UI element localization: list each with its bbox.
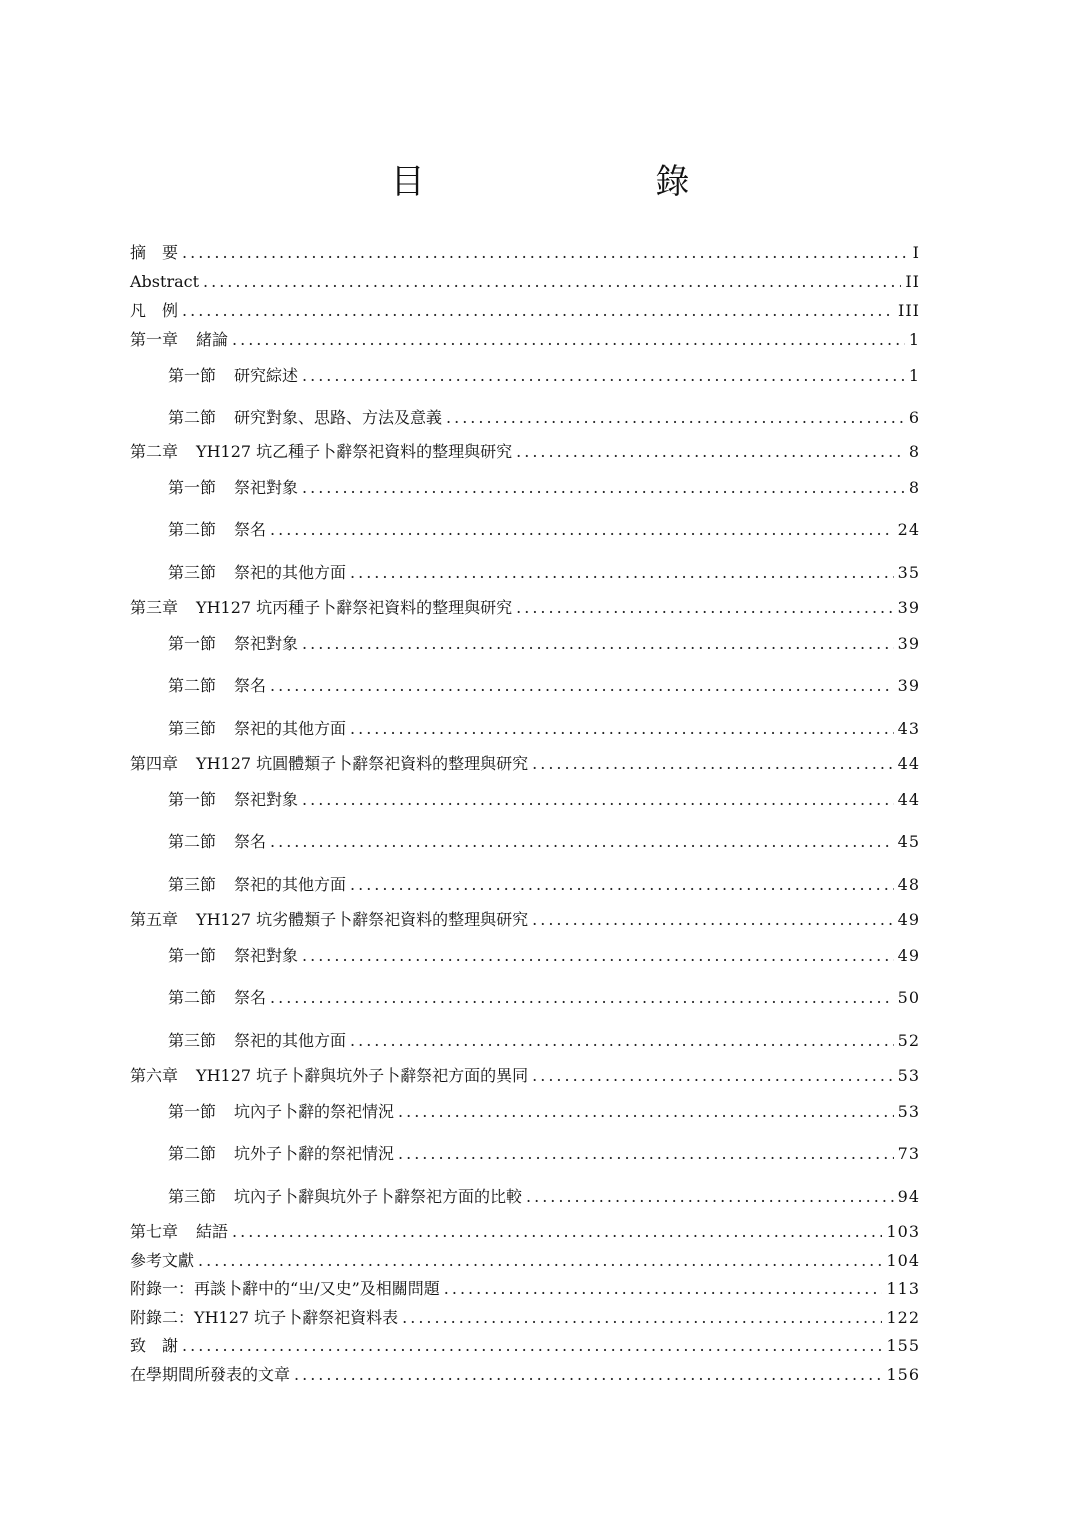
dot-leader [516, 439, 905, 465]
toc-entry-section-3-3[interactable] [168, 716, 920, 742]
toc-entry-section-5-3[interactable] [168, 1028, 920, 1054]
toc-entry-title: 祭祀的其他方面 [234, 563, 347, 582]
toc-page-number: 35 [897, 563, 920, 582]
dot-leader [294, 1362, 882, 1388]
toc-entry-chapter-2[interactable] [130, 439, 920, 465]
toc-page-number: 53 [897, 1066, 920, 1085]
toc-page-number: 122 [886, 1308, 920, 1327]
toc-entry-title: 祭祀對象 [234, 946, 299, 965]
toc-entry-number: 第一章 [130, 330, 179, 349]
toc-page-number: 39 [897, 634, 920, 653]
toc-page-number: 39 [897, 598, 920, 617]
toc-entry-title: 研究對象、思路、方法及意義 [234, 408, 443, 427]
toc-entry-number: 第三節 [168, 719, 217, 738]
dot-leader [444, 1276, 883, 1302]
dot-leader [350, 716, 894, 742]
toc-entry-section-4-3[interactable] [168, 872, 920, 898]
toc-entry-title: 附錄二：YH127 坑子卜辭祭祀資料表 [130, 1308, 399, 1327]
toc-entry-chapter-4[interactable] [130, 751, 920, 777]
toc-entry-number: 第二節 [168, 988, 217, 1007]
toc-page-number: 113 [886, 1279, 920, 1298]
toc-entry-number: 第七章 [130, 1222, 179, 1241]
toc-entry-number: 第二節 [168, 408, 217, 427]
toc-entry-title: YH127 坑丙種子卜辭祭祀資料的整理與研究 [196, 598, 513, 617]
dot-leader [516, 595, 893, 621]
dot-leader [270, 517, 894, 543]
dot-leader [302, 787, 894, 813]
dot-leader [182, 1333, 882, 1359]
toc-entry-number: 第四章 [130, 754, 179, 773]
toc-entry-number: 第一節 [168, 634, 217, 653]
toc-entry-title: YH127 坑乙種子卜辭祭祀資料的整理與研究 [196, 442, 513, 461]
dot-leader [270, 985, 894, 1011]
toc-page-number: 50 [897, 988, 920, 1007]
toc-entry-title: 祭名 [234, 676, 267, 695]
toc-entry-number: 第一節 [168, 946, 217, 965]
toc-entry-title: YH127 坑圓體類子卜辭祭祀資料的整理與研究 [196, 754, 529, 773]
toc-entry-section-3-2[interactable] [168, 673, 920, 699]
toc-entry-title: 附錄一：再談卜辭中的“㞢/又史”及相關問題 [130, 1279, 440, 1298]
toc-entry-number: 第三章 [130, 598, 179, 617]
toc-entry-title: 祭祀對象 [234, 634, 299, 653]
toc-entry-section-4-2[interactable] [168, 829, 920, 855]
toc-entry-section-1-1[interactable] [168, 363, 920, 389]
toc-entry-title: 祭名 [234, 988, 267, 1007]
dot-leader [526, 1184, 894, 1210]
toc-entry-title: 參考文獻 [130, 1251, 195, 1270]
toc-entry-title: 在學期間所發表的文章 [130, 1365, 291, 1384]
toc-entry-number: 第二節 [168, 1144, 217, 1163]
toc-entry-number: 第六章 [130, 1066, 179, 1085]
toc-entry-number: 第五章 [130, 910, 179, 929]
toc-entry-title: 凡 例 [130, 301, 179, 320]
dot-leader [198, 1248, 882, 1274]
toc-entry-appendix-1[interactable] [130, 1276, 920, 1302]
toc-page-number: 49 [897, 946, 920, 965]
toc-entry-section-3-1[interactable] [168, 631, 920, 657]
toc-entry-title: 祭名 [234, 520, 267, 539]
toc-page-number: 44 [897, 790, 920, 809]
toc-entry-acknowledgements[interactable] [130, 1333, 920, 1359]
toc-entry-title: 致 謝 [130, 1336, 179, 1355]
toc-entry-title: 坑內子卜辭的祭祀情況 [234, 1102, 395, 1121]
toc-entry-number: 第一節 [168, 790, 217, 809]
toc-entry-abstract-zh[interactable] [130, 240, 920, 266]
toc-entry-title: 坑內子卜辭與坑外子卜辭祭祀方面的比較 [234, 1187, 523, 1206]
dot-leader [182, 298, 894, 324]
toc-entry-number: 第三節 [168, 1187, 217, 1206]
dot-leader [232, 1219, 882, 1245]
dot-leader [302, 943, 894, 969]
toc-entry-title: 祭祀的其他方面 [234, 875, 347, 894]
toc-entry-number: 第二節 [168, 520, 217, 539]
dot-leader [203, 269, 901, 295]
toc-entry-number: 第一節 [168, 1102, 217, 1121]
toc-page-number: 94 [897, 1187, 920, 1206]
toc-page-number: 1 [908, 330, 920, 349]
toc-entry-title: 研究綜述 [234, 366, 299, 385]
toc-page-number: 103 [886, 1222, 920, 1241]
toc-entry-section-6-1[interactable] [168, 1099, 920, 1125]
dot-leader [302, 475, 905, 501]
toc-entry-number: 第三節 [168, 1031, 217, 1050]
toc-page-number: 45 [897, 832, 920, 851]
toc-page-number: II [905, 272, 920, 291]
toc-entry-section-1-2[interactable] [168, 405, 920, 431]
toc-entry-publications[interactable] [130, 1362, 920, 1388]
toc-entry-number: 第二節 [168, 676, 217, 695]
toc-entry-section-6-3[interactable] [168, 1184, 920, 1210]
toc-entry-number: 第二章 [130, 442, 179, 461]
toc-entry-section-4-1[interactable] [168, 787, 920, 813]
toc-page-number: 1 [908, 366, 920, 385]
toc-entry-title: 祭祀的其他方面 [234, 719, 347, 738]
dot-leader [402, 1305, 882, 1331]
toc-entry-chapter-3[interactable] [130, 595, 920, 621]
toc-entry-number: 第一節 [168, 478, 217, 497]
page-title: 目 錄 [390, 162, 800, 202]
toc-entry-title: 祭祀對象 [234, 790, 299, 809]
toc-entry-section-5-2[interactable] [168, 985, 920, 1011]
toc-entry-section-2-1[interactable] [168, 475, 920, 501]
dot-leader [350, 1028, 894, 1054]
toc-page-number: 73 [897, 1144, 920, 1163]
toc-page-number: 104 [886, 1251, 920, 1270]
dot-leader [182, 240, 909, 266]
toc-entry-conventions[interactable] [130, 298, 920, 324]
toc-page-number: 156 [886, 1365, 920, 1384]
toc-entry-number: 第三節 [168, 875, 217, 894]
dot-leader [270, 829, 894, 855]
toc-page-number: I [912, 243, 920, 262]
toc-entry-section-5-1[interactable] [168, 943, 920, 969]
toc-entry-section-6-2[interactable] [168, 1141, 920, 1167]
toc-page-number: 44 [897, 754, 920, 773]
dot-leader [232, 327, 905, 353]
toc-page-number: 43 [897, 719, 920, 738]
toc-page-number: 48 [897, 875, 920, 894]
toc-page-number: 8 [908, 442, 920, 461]
dot-leader [302, 363, 905, 389]
toc-entry-references[interactable] [130, 1248, 920, 1274]
toc-entry-title: YH127 坑劣體類子卜辭祭祀資料的整理與研究 [196, 910, 529, 929]
toc-page-number: 49 [897, 910, 920, 929]
toc-page-number: III [898, 301, 920, 320]
dot-leader [350, 872, 894, 898]
toc-page-number: 6 [908, 408, 920, 427]
toc-page-number: 53 [897, 1102, 920, 1121]
toc-entry-title: 祭名 [234, 832, 267, 851]
toc-page-number: 155 [886, 1336, 920, 1355]
toc-entry-title: 祭祀對象 [234, 478, 299, 497]
toc-entry-chapter-1[interactable] [130, 327, 920, 353]
toc-entry-section-2-2[interactable] [168, 517, 920, 543]
toc-page-number: 52 [897, 1031, 920, 1050]
toc-entry-number: 第一節 [168, 366, 217, 385]
dot-leader [302, 631, 894, 657]
toc-entry-chapter-7[interactable] [130, 1219, 920, 1245]
toc-page-number: 39 [897, 676, 920, 695]
toc-entry-chapter-6[interactable] [130, 1063, 920, 1089]
toc-entry-appendix-2[interactable] [130, 1305, 920, 1331]
toc-entry-title: 緒論 [196, 330, 229, 349]
toc-entry-title: Abstract [130, 272, 200, 291]
toc-entry-abstract-en[interactable] [130, 269, 920, 295]
toc-entry-title: YH127 坑子卜辭與坑外子卜辭祭祀方面的異同 [196, 1066, 529, 1085]
dot-leader [532, 907, 893, 933]
toc-entry-chapter-5[interactable] [130, 907, 920, 933]
toc-entry-number: 第三節 [168, 563, 217, 582]
toc-entry-title: 坑外子卜辭的祭祀情況 [234, 1144, 395, 1163]
toc-entry-title: 祭祀的其他方面 [234, 1031, 347, 1050]
dot-leader [270, 673, 894, 699]
dot-leader [446, 405, 905, 431]
toc-entry-title: 結語 [196, 1222, 229, 1241]
dot-leader [350, 560, 894, 586]
dot-leader [398, 1099, 894, 1125]
toc-entry-section-2-3[interactable] [168, 560, 920, 586]
toc-entry-title: 摘 要 [130, 243, 179, 262]
toc-entry-number: 第二節 [168, 832, 217, 851]
dot-leader [398, 1141, 894, 1167]
toc-page-number: 24 [897, 520, 920, 539]
toc-page-number: 8 [908, 478, 920, 497]
dot-leader [532, 1063, 893, 1089]
dot-leader [532, 751, 893, 777]
